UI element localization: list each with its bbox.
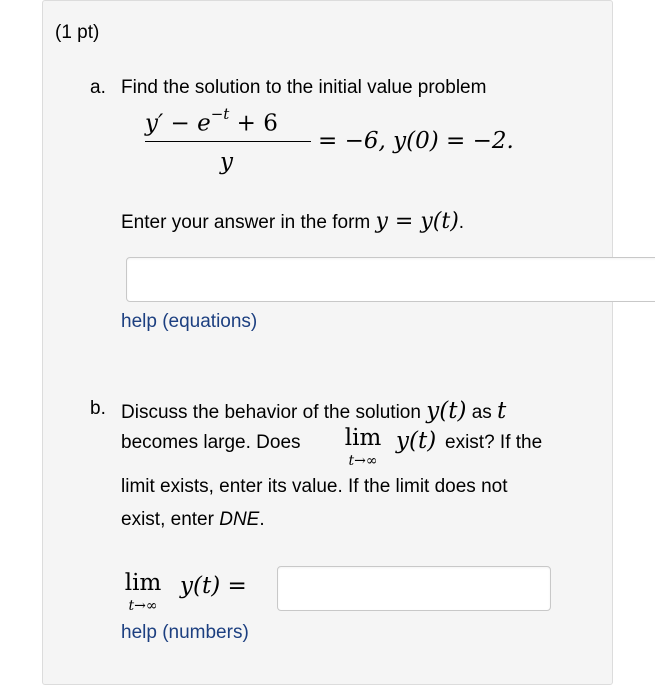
- part-a-prompt: Find the solution to the initial value problem: [121, 77, 487, 98]
- help-numbers-link[interactable]: help (numbers): [121, 622, 249, 643]
- equation-numerator: $y' - e^{-t} + 6$: [145, 105, 278, 137]
- answer-lhs: y(t) =: [180, 573, 247, 599]
- part-b-answer-input[interactable]: [277, 566, 551, 611]
- exponent: −t: [210, 105, 230, 123]
- help-equations-link[interactable]: help (equations): [121, 311, 258, 332]
- lim-subscript: t→∞: [348, 453, 378, 469]
- part-b-line-4: exist, enter DNE.: [121, 509, 265, 530]
- limit-function: y(t): [396, 428, 437, 454]
- equation-denominator: y: [220, 149, 233, 175]
- lim-operator: lim: [344, 425, 382, 451]
- part-b-line-2-tail: exist? If the: [445, 432, 543, 453]
- answer-instruction: Enter your answer in the form y = y(t).: [121, 209, 465, 234]
- answer-lim-subscript: t→∞: [128, 598, 158, 614]
- points-label: (1 pt): [55, 22, 100, 43]
- part-a-letter: a.: [90, 77, 106, 98]
- equation-rhs: = −6, y(0) = −2.: [318, 128, 514, 154]
- part-b-letter: b.: [90, 398, 106, 419]
- part-b-line-2-text: becomes large. Does: [121, 432, 301, 453]
- answer-lim-operator: lim: [124, 570, 162, 596]
- part-b-line-3: limit exists, enter its value. If the limit does not: [121, 476, 508, 497]
- part-b-line-1: Discuss the behavior of the solution y(t) as t: [121, 398, 507, 424]
- part-a-answer-input[interactable]: [126, 257, 655, 302]
- fraction-bar: [145, 141, 311, 142]
